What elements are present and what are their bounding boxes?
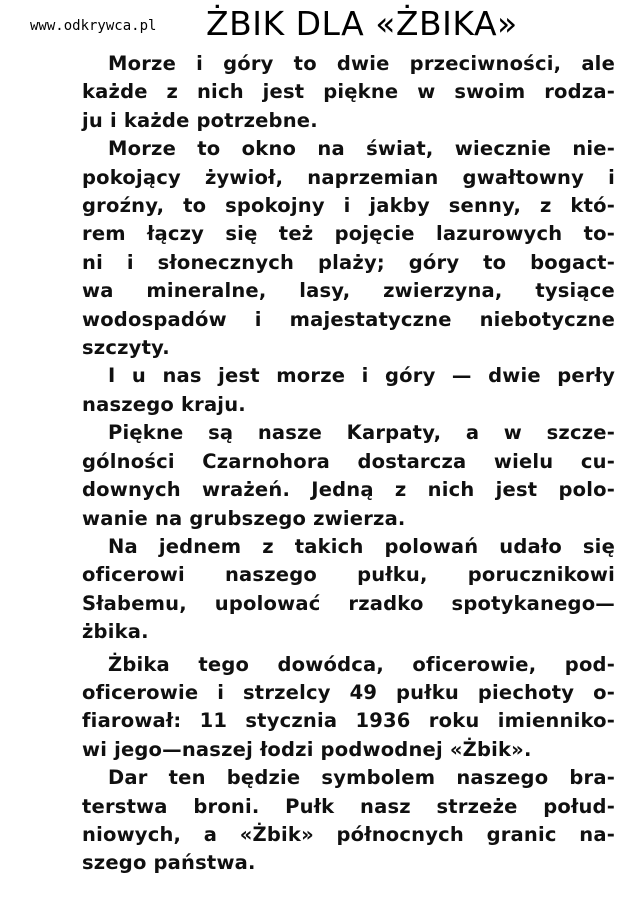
paragraph <box>82 362 615 419</box>
text-line: wanie na grubszego zwierza. <box>82 506 406 530</box>
text-line: Dar ten będzie symbolem naszego bra- <box>108 766 615 790</box>
text-line: wodospadów i majestatyczne niebotyczne <box>82 307 615 331</box>
paragraph <box>82 764 615 878</box>
text-line: downych wrażeń. Jedną z nich jest polo- <box>82 478 615 502</box>
text-line: wa mineralne, lasy, zwierzyna, tysiące <box>82 279 615 303</box>
text-line: Żbika tego dowódca, oficerowie, pod- <box>108 652 615 676</box>
text-line: gólności Czarnohora dostarcza wielu cu- <box>82 449 615 473</box>
text-line: naszego kraju. <box>82 392 246 416</box>
text-line: Morze to okno na świat, wiecznie nie- <box>108 137 615 161</box>
text-line: groźny, to spokojny i jakby senny, z któ- <box>82 194 615 218</box>
text-line: ni i słonecznych plaży; góry to bogact- <box>82 250 615 274</box>
paragraph <box>82 651 615 765</box>
text-line: szego państwa. <box>82 851 256 875</box>
text-line: pokojący żywioł, naprzemian gwałtowny i <box>82 165 615 189</box>
text-line: Słabemu, upolować rzadko spotykanego— <box>82 591 615 615</box>
paragraph <box>82 50 615 135</box>
text-line: ju i każde potrzebne. <box>82 108 318 132</box>
text-line: I u nas jest morze i góry — dwie perły <box>108 364 615 388</box>
text-line: oficerowie i strzelcy 49 pułku piechoty o- <box>82 680 615 704</box>
watermark-url: www.odkrywca.pl <box>30 18 157 34</box>
paragraph <box>82 135 615 362</box>
text-line: wi jego—naszej łodzi podwodnej «Żbik». <box>82 737 532 761</box>
text-line: rem łączy się też pojęcie lazurowych to- <box>82 222 615 246</box>
text-line: każde z nich jest piękne w swoim rodza- <box>82 80 615 104</box>
text-line: terstwa broni. Pułk nasz strzeże połud- <box>82 794 615 818</box>
text-line: Morze i góry to dwie przeciwności, ale <box>108 52 615 75</box>
article-title: ŻBIK DLA «ŻBIKA» <box>206 4 518 43</box>
text-line: fiarował: 11 stycznia 1936 roku imienniko- <box>82 709 615 733</box>
text-line: żbika. <box>82 620 149 644</box>
text-line: oficerowi naszego pułku, porucznikowi <box>82 563 615 587</box>
paragraph <box>82 533 615 647</box>
text-line: szczyty. <box>82 336 170 360</box>
article-body <box>82 50 615 878</box>
text-line: Piękne są nasze Karpaty, a w szcze- <box>108 421 615 445</box>
text-line: niowych, a «Żbik» północnych granic na- <box>82 822 615 846</box>
text-line: Na jednem z takich polowań udało się <box>108 534 615 558</box>
paragraph <box>82 419 615 533</box>
